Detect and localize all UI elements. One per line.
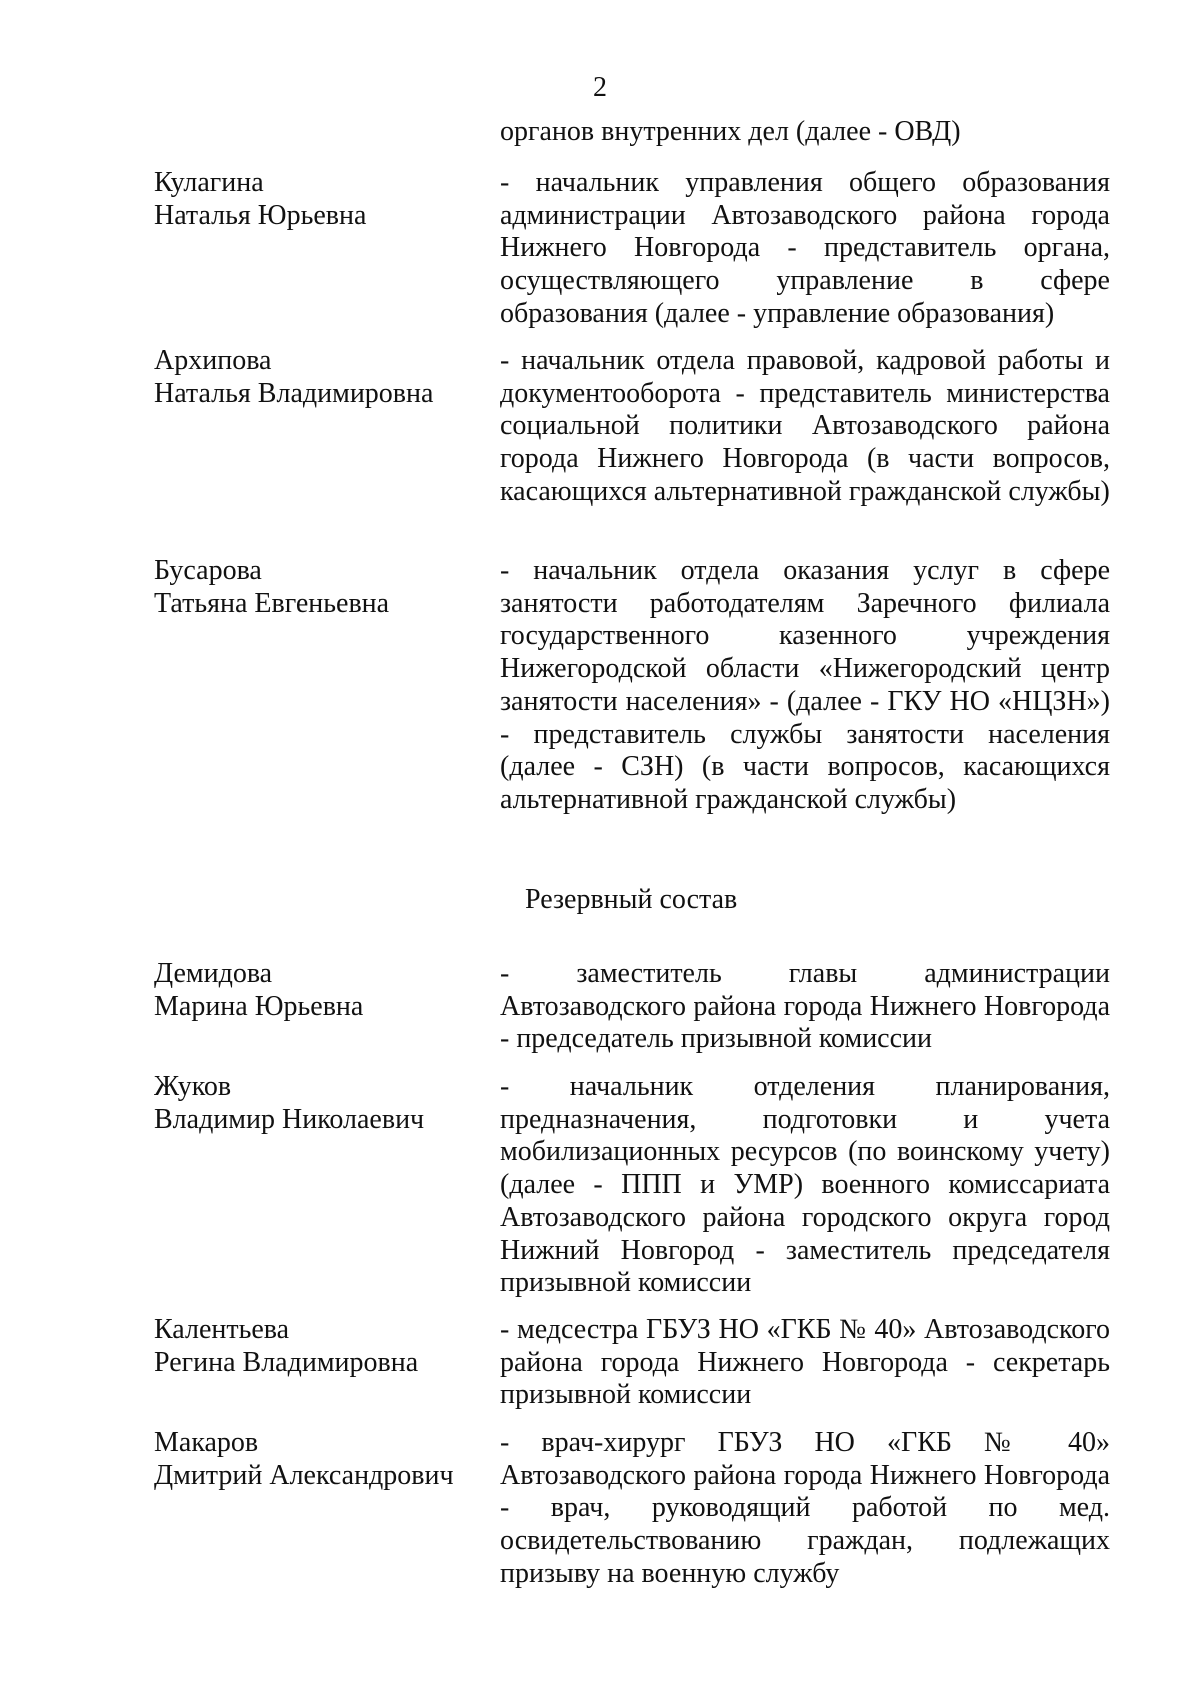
member-given-names: Марина Юрьевна (154, 990, 364, 1022)
member-role: - заместитель главы администрации Автозаводского района города Нижнего Новгорода - председатель призывной комиссии (500, 958, 1110, 1055)
member-role: - начальник отдела правовой, кадровой работы и документооборота - представитель министерства социальной политики Автозаводского района города Нижнего Новгорода (в части вопросов, касающихся альтернативной гражданской службы) (500, 345, 1110, 507)
member-surname: Кулагина (154, 167, 264, 198)
member-surname: Макаров (154, 1427, 259, 1458)
member-name (154, 167, 484, 232)
member-role: - медсестра ГБУЗ НО «ГКБ № 40» Автозаводского района города Нижнего Новгорода - секретарь призывной комиссии (500, 1314, 1110, 1411)
member-given-names: Владимир Николаевич (154, 1103, 425, 1135)
member-name (154, 958, 484, 1023)
reserve-heading: Резервный состав (525, 884, 738, 915)
member-name (154, 1071, 484, 1136)
member-surname: Архипова (154, 345, 272, 376)
member-role: - начальник отделения планирования, предназначения, подготовки и учета мобилизационных ресурсов (по воинскому учету) (далее - ППП и УМР) военного комиссариата Автозаводского района городского округа город Нижний Новгород - заместитель председателя призывной комиссии (500, 1071, 1110, 1299)
member-name (154, 345, 484, 410)
member-surname: Демидова (154, 958, 273, 989)
continuation-text: органов внутренних дел (далее - ОВД) (500, 116, 961, 147)
member-role: - начальник отдела оказания услуг в сфере занятости работодателям Заречного филиала государственного казенного учреждения Нижегородской области «Нижегородский центр занятости населения» - (далее - ГКУ НО «НЦЗН») - представитель службы занятости населения (далее - СЗН) (в части вопросов, касающихся альтернативной гражданской службы) (500, 555, 1110, 815)
member-given-names: Татьяна Евгеньевна (154, 587, 390, 619)
member-name (154, 1427, 484, 1492)
page-number: 2 (593, 72, 607, 103)
member-given-names: Регина Владимировна (154, 1346, 419, 1378)
member-given-names: Наталья Юрьевна (154, 199, 367, 231)
member-surname: Жуков (154, 1071, 232, 1102)
member-given-names: Дмитрий Александрович (154, 1459, 454, 1491)
member-name (154, 555, 484, 620)
member-given-names: Наталья Владимировна (154, 377, 434, 409)
member-role: - начальник управления общего образования администрации Автозаводского района города Нижнего Новгорода - представитель органа, осуществляющего управление в сфере образования (далее - управление образования) (500, 167, 1110, 329)
member-role: - врач-хирург ГБУЗ НО «ГКБ № 40» Автозаводского района города Нижнего Новгорода - врач, руководящий работой по мед. освидетельствованию граждан, подлежащих призыву на военную службу (500, 1427, 1110, 1589)
member-surname: Калентьева (154, 1314, 290, 1345)
member-surname: Бусарова (154, 555, 262, 586)
member-name (154, 1314, 484, 1379)
